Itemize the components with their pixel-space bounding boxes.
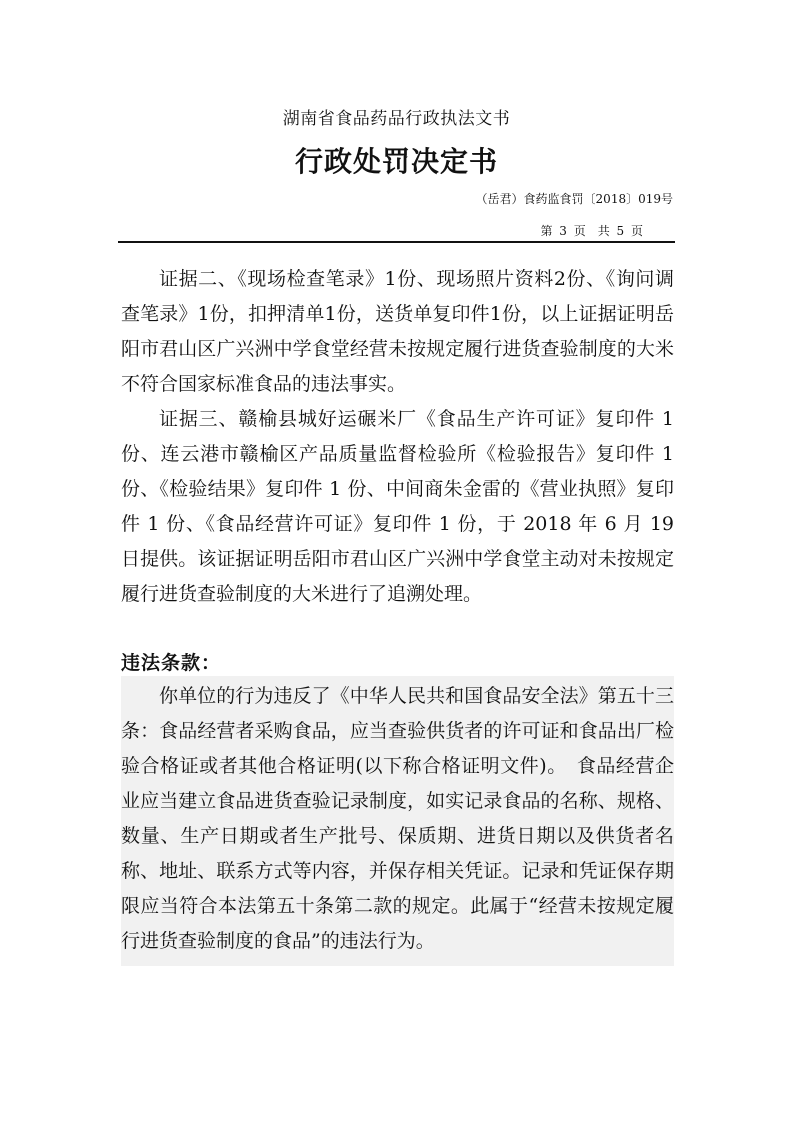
violation-text: 你单位的行为违反了《中华人民共和国食品安全法》第五十三条：食品经营者采购食品，应当查验供货者的许可证和食品出厂检验合格证或者其他合格证明(以下称合格证明文件)。 食品经营企业应当建立食品进货查验记录制度，如实记录食品的名称、规格、数量、生产日期或者生产批号、保质期、进货日期以及供货者名称、地址、联系方式等内容，并保存相关凭证。记录和凭证保存期限应当符合本法第五十条第二款的规定。此属于“经营未按规定履行进货查验制度的食品”的违法行为。	[121, 685, 674, 952]
page-indicator: 第 3 页 共 5 页	[540, 224, 643, 238]
evidence-paragraph-2: 证据二、《现场检查笔录》1份、现场照片资料2份、《询问调查笔录》1份，扣押清单1份，送货单复印件1份，以上证据证明岳阳市君山区广兴洲中学食堂经营未按规定履行进货查验制度的大米不符合国家标准食品的违法事实。	[121, 268, 674, 395]
issuer-heading: 湖南省食品药品行政执法文书	[282, 109, 511, 129]
header-divider	[118, 241, 675, 243]
evidence-paragraph-3: 证据三、赣榆县城好运碾米厂《食品生产许可证》复印件 1 份、连云港市赣榆区产品质量监督检验所《检验报告》复印件 1 份、《检验结果》复印件 1 份、中间商朱金雷的《营业执照》复印件 1 份、《食品经营许可证》复印件 1 份，于 2018 年 6 月 19 日提供。该证据证明岳阳市君山区广兴洲中学食堂主动对未按规定履行进货查验制度的大米进行了追溯处理。	[121, 408, 674, 605]
document-number: （岳君）食药监食罚〔2018〕019号	[475, 192, 673, 206]
evidence-section	[121, 262, 674, 612]
violation-heading: 违法条款：	[121, 652, 222, 674]
document-title: 行政处罚决定书	[294, 145, 498, 178]
violation-quote-block	[121, 676, 674, 966]
